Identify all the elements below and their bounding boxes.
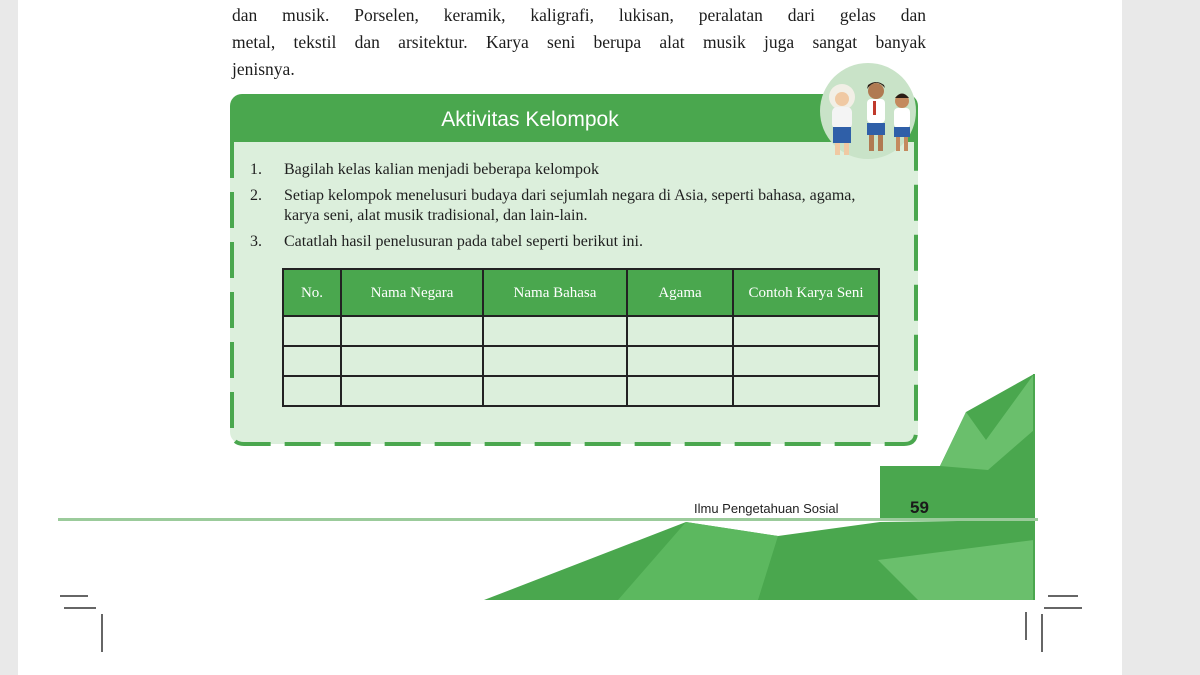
step-number: 3. bbox=[250, 233, 262, 250]
header-country: Nama Negara bbox=[341, 269, 483, 316]
header-religion: Agama bbox=[627, 269, 733, 316]
step-number: 1. bbox=[250, 161, 262, 178]
header-language: Nama Bahasa bbox=[483, 269, 627, 316]
step-number: 2. bbox=[250, 187, 262, 204]
header-no: No. bbox=[283, 269, 341, 316]
intro-line: dan musik. Porselen, keramik, kaligrafi, lukisan, peralatan dari gelas dan bbox=[232, 5, 926, 25]
intro-line: metal, tekstil dan arsitektur. Karya seni berupa alat musik juga sangat banyak bbox=[232, 32, 926, 52]
footer-subject: Ilmu Pengetahuan Sosial bbox=[694, 501, 839, 516]
step-text: Bagilah kelas kalian menjadi beberapa kelompok bbox=[284, 161, 599, 178]
step-text: Catatlah hasil penelusuran pada tabel seperti berikut ini. bbox=[284, 233, 643, 250]
page-number: 59 bbox=[910, 498, 929, 517]
intro-line: jenisnya. bbox=[232, 59, 295, 79]
header-artwork: Contoh Karya Seni bbox=[733, 269, 879, 316]
step-text: Setiap kelompok menelusuri budaya dari sejumlah negara di Asia, seperti bahasa, agama, karya seni, alat musik tradisional, dan lain-lain. bbox=[284, 187, 856, 224]
crop-marks bbox=[18, 0, 1122, 675]
activity-title: Aktivitas Kelompok bbox=[441, 108, 619, 131]
book-page bbox=[18, 0, 1122, 675]
